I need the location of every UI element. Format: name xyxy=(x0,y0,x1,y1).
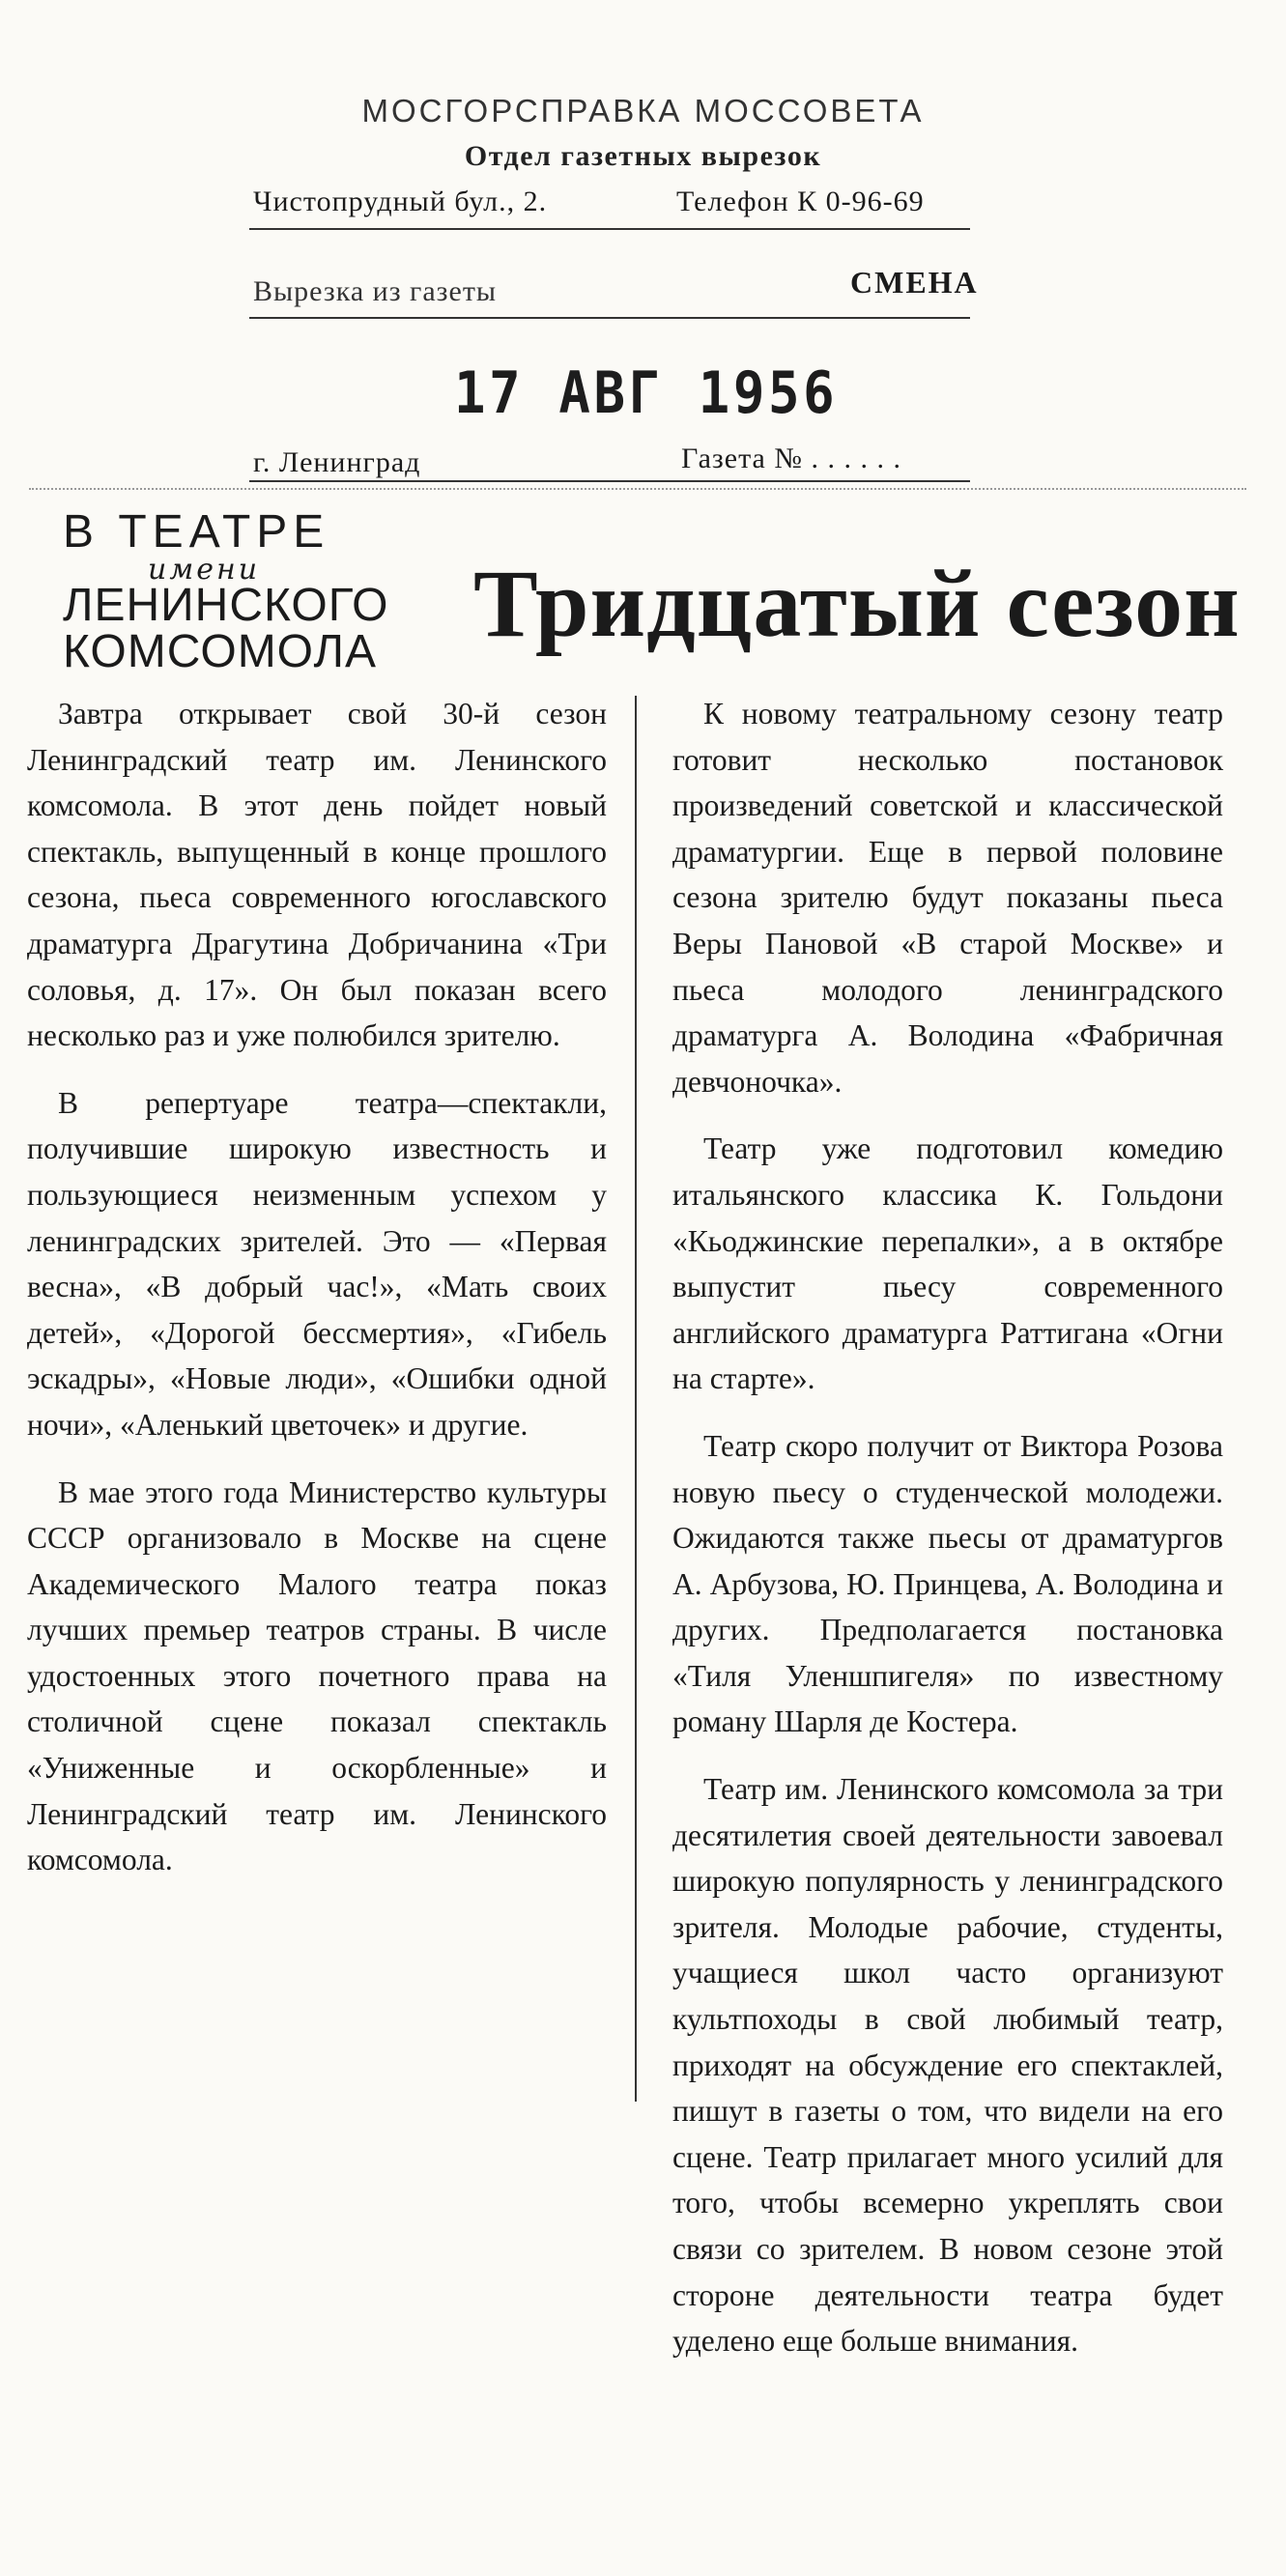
column-divider xyxy=(635,696,637,2102)
rubric-line-2: ЛЕНИНСКОГО xyxy=(63,580,389,631)
paragraph: К новому театральному сезону театр готовит несколько постановок произведений советской и классической драматургии. Еще в первой половине сезона зрителю будут показаны пьеса Веры Пановой «В старой Москве» и пьеса молодого ленинградского драматурга А. Володина «Фабричная девчоночка». xyxy=(672,697,1223,1099)
bureau-department: Отдел газетных вырезок xyxy=(464,140,822,172)
bureau-address: Чистопрудный бул., 2. xyxy=(253,186,548,217)
paragraph: Театр им. Ленинского комсомола за три десятилетия своей деятельности завоевал широкую популярность у ленинградского зрителя. Молодые рабочие, студенты, учащиеся школ часто организуют культпоходы в свой любимый театр, приходят на обсуждение его спектаклей, пишут в газеты о том, что видели на его сцене. Театр прилагает много усилий для того, чтобы всемерно укреплять свои связи со зрителем. В новом сезоне этой стороне деятельности театра будет уделено еще больше внимания. xyxy=(672,1772,1223,2359)
paragraph: В мае этого года Министерство культуры СССР организовало в Москве на сцене Академического Малого театра показ лучших премьер театров страны. В числе удостоенных этого почетного права на столичной сцене показал спектакль «Униженные и оскорбленные» и Ленинградский театр им. Ленинского комсомола. xyxy=(27,1474,607,1877)
clipping-label: Вырезка из газеты xyxy=(253,275,498,307)
paragraph: Театр скоро получит от Виктора Розова новую пьесу о студенческой молодежи. Ожидаются также пьесы от драматургов А. Арбузова, Ю. Принцева, А. Володина и других. Предполагается постановка «Тиля Уленшпигеля» по известному роману Шарля де Костера. xyxy=(672,1428,1223,1739)
article-rubric xyxy=(63,507,449,675)
article-column-left xyxy=(27,691,607,1904)
newspaper-name: СМЕНА xyxy=(850,265,979,300)
rubric-line-3: КОМСОМОЛА xyxy=(63,626,377,677)
address-underline xyxy=(249,228,970,230)
bureau-name: МОСГОРСПРАВКА МОССОВЕТА xyxy=(361,93,925,129)
paragraph: Завтра открывает свой 30-й сезон Ленинградский театр им. Ленинского комсомола. В этот день пойдет новый спектакль, выпущенный в конце прошлого сезона, пьеса современного югославского драматурга Драгутина Добричанина «Три соловья, д. 17». Он был показан всего несколько раз и уже полюбился зрителю. xyxy=(27,697,607,1053)
gazeta-number-label: Газета № . . . . . . xyxy=(681,443,901,474)
city-label: г. Ленинград xyxy=(253,446,421,478)
rubric-script: имени xyxy=(148,553,261,587)
paragraph: Театр уже подготовил комедию итальянского классика К. Гольдони «Кьоджинские перепалки», а в октябре выпустит пьесу современного английского драматурга Раттигана «Огни на старте». xyxy=(672,1131,1223,1396)
article-column-right xyxy=(672,691,1223,2386)
article-title: Тридцатый сезон xyxy=(473,550,1241,657)
bureau-phone: Телефон К 0-96-69 xyxy=(676,186,925,217)
rubric-line-1: В ТЕАТРЕ xyxy=(63,506,330,558)
cut-edge xyxy=(29,488,1246,490)
newspaper-underline xyxy=(249,317,970,319)
paragraph: В репертуаре театра—спектакли, получившие широкую известность и пользующиеся неизменным успехом у ленинградских зрителей. Это — «Первая весна», «В добрый час!», «Мать своих детей», «Дорогой бессмертия», «Гибель эскадры», «Новые люди», «Ошибки одной ночи», «Аленький цветочек» и другие. xyxy=(27,1085,607,1442)
city-underline xyxy=(249,480,970,482)
date-stamp: 17 АВГ 1956 xyxy=(454,359,839,427)
